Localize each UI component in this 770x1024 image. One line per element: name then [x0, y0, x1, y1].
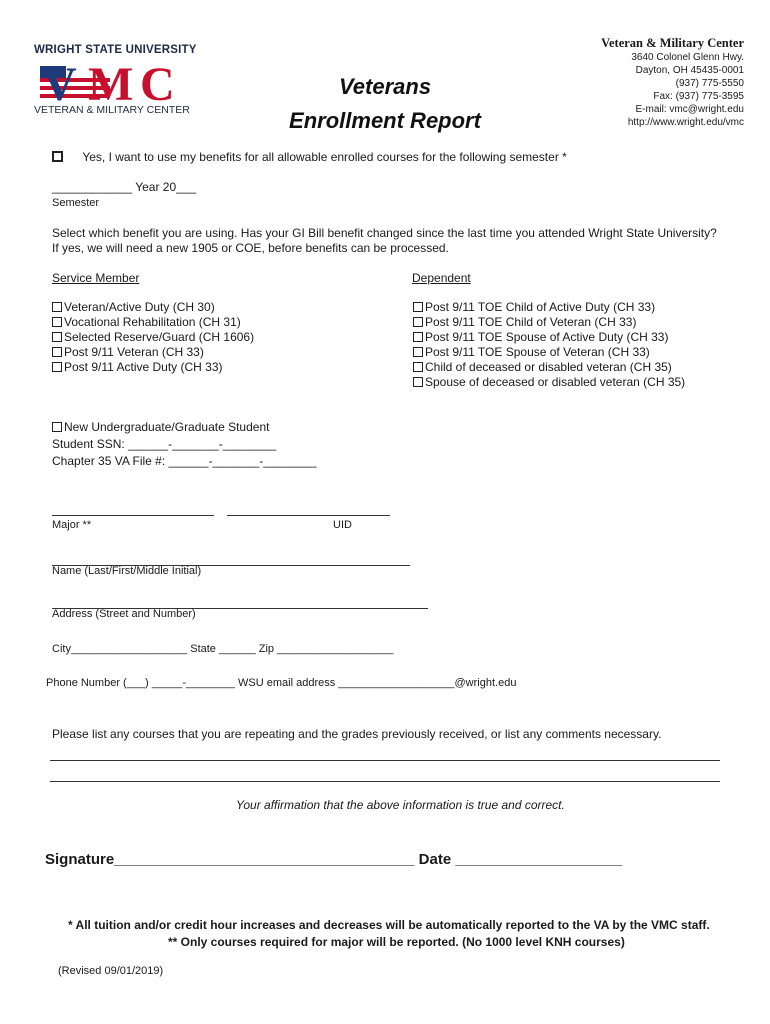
option-selected-reserve[interactable]: Selected Reserve/Guard (CH 1606) [52, 330, 254, 345]
title-line-1: Veterans [338, 74, 432, 99]
dependent-options [413, 300, 685, 390]
comments-line-2[interactable] [50, 781, 720, 782]
new-student-row[interactable] [52, 419, 317, 436]
checkbox[interactable] [52, 332, 62, 342]
checkbox[interactable] [413, 362, 423, 372]
new-student-block [52, 419, 317, 470]
option-veteran-active-duty[interactable]: Veteran/Active Duty (CH 30) [52, 300, 254, 315]
dependent-heading: Dependent [412, 271, 471, 285]
option-toe-child-active[interactable]: Post 9/11 TOE Child of Active Duty (CH 33) [413, 300, 685, 315]
uid-line[interactable] [227, 515, 390, 516]
contact-block [601, 36, 744, 129]
student-ssn-field[interactable]: Student SSN: ______-_______-________ [52, 437, 277, 451]
major-line[interactable] [52, 515, 214, 516]
instruction-line-1: Select which benefit you are using. Has your GI Bill benefit changed since the last time you attended Wright State University? [52, 226, 717, 240]
service-member-heading: Service Member [52, 271, 140, 285]
checkbox[interactable] [52, 302, 62, 312]
instruction-line-2: If yes, we will need a new 1905 or COE, before benefits can be processed. [52, 241, 449, 255]
logo-letter-m: M [88, 58, 134, 106]
chapter35-file-field[interactable]: Chapter 35 VA File #: ______-_______-________ [52, 454, 317, 468]
checkbox[interactable] [413, 347, 423, 357]
option-spouse-deceased[interactable]: Spouse of deceased or disabled veteran (CH 35) [413, 375, 685, 390]
checkbox[interactable] [413, 332, 423, 342]
vmc-logo-mark [40, 56, 190, 106]
semester-label: Semester [52, 197, 100, 209]
new-student-checkbox[interactable] [52, 422, 62, 432]
address-label: Address (Street and Number) [52, 608, 196, 620]
benefits-row [52, 150, 567, 164]
major-label: Major ** [52, 519, 92, 531]
affirmation-text: Your affirmation that the above information is true and correct. [236, 798, 565, 812]
service-member-options [52, 300, 254, 375]
checkbox[interactable] [52, 317, 62, 327]
checkbox[interactable] [413, 302, 423, 312]
contact-phone: (937) 775-5550 [675, 78, 744, 89]
option-toe-spouse-veteran[interactable]: Post 9/11 TOE Spouse of Veteran (CH 33) [413, 345, 685, 360]
contact-address-1: 3640 Colonel Glenn Hwy. [631, 52, 744, 63]
center-name: VETERAN & MILITARY CENTER [34, 104, 190, 116]
form-title [280, 70, 490, 138]
logo-letter-v: V [42, 58, 77, 106]
contact-email: E-mail: vmc@wright.edu [635, 104, 744, 115]
option-vocational-rehab[interactable]: Vocational Rehabilitation (CH 31) [52, 315, 254, 330]
option-toe-spouse-active[interactable]: Post 9/11 TOE Spouse of Active Duty (CH 33) [413, 330, 685, 345]
contact-org: Veteran & Military Center [601, 36, 744, 50]
logo-letter-c: C [140, 58, 175, 106]
new-student-label: New Undergraduate/Graduate Student [64, 420, 270, 434]
contact-fax: Fax: (937) 775-3595 [653, 91, 744, 102]
uid-label: UID [333, 519, 352, 531]
phone-email-field[interactable]: Phone Number (___) _____-________ WSU email address ___________________@wright.edu [46, 677, 517, 689]
signature-date-field[interactable]: Signature____________________________________ Date ____________________ [45, 851, 623, 868]
option-child-deceased[interactable]: Child of deceased or disabled veteran (CH 35) [413, 360, 685, 375]
option-post911-veteran[interactable]: Post 9/11 Veteran (CH 33) [52, 345, 254, 360]
benefits-checkbox[interactable] [52, 151, 63, 162]
revised-date: (Revised 09/01/2019) [58, 965, 164, 977]
courses-instruction: Please list any courses that you are repeating and the grades previously received, or list any comments necessary. [52, 727, 662, 741]
footnote-courses: ** Only courses required for major will be reported. (No 1000 level KNH courses) [168, 935, 625, 949]
checkbox[interactable] [52, 362, 62, 372]
name-label: Name (Last/First/Middle Initial) [52, 565, 202, 577]
contact-address-2: Dayton, OH 45435-0001 [635, 65, 744, 76]
checkbox[interactable] [413, 377, 423, 387]
footnote-tuition: * All tuition and/or credit hour increases and decreases will be automatically reported to the VA by the VMC staff. [68, 918, 710, 932]
comments-line-1[interactable] [50, 760, 720, 761]
checkbox[interactable] [413, 317, 423, 327]
title-line-2: Enrollment Report [289, 108, 481, 133]
option-post911-active-duty[interactable]: Post 9/11 Active Duty (CH 33) [52, 360, 254, 375]
benefits-checkbox-label: Yes, I want to use my benefits for all allowable enrolled courses for the following semester * [82, 150, 567, 164]
option-toe-child-veteran[interactable]: Post 9/11 TOE Child of Veteran (CH 33) [413, 315, 685, 330]
vmc-logo [30, 42, 200, 120]
checkbox[interactable] [52, 347, 62, 357]
contact-web: http://www.wright.edu/vmc [627, 117, 744, 128]
city-state-zip-field[interactable]: City___________________ State ______ Zip ___________________ [52, 643, 394, 655]
semester-year-field[interactable]: ____________ Year 20___ [52, 180, 197, 194]
university-name: WRIGHT STATE UNIVERSITY [34, 44, 197, 56]
